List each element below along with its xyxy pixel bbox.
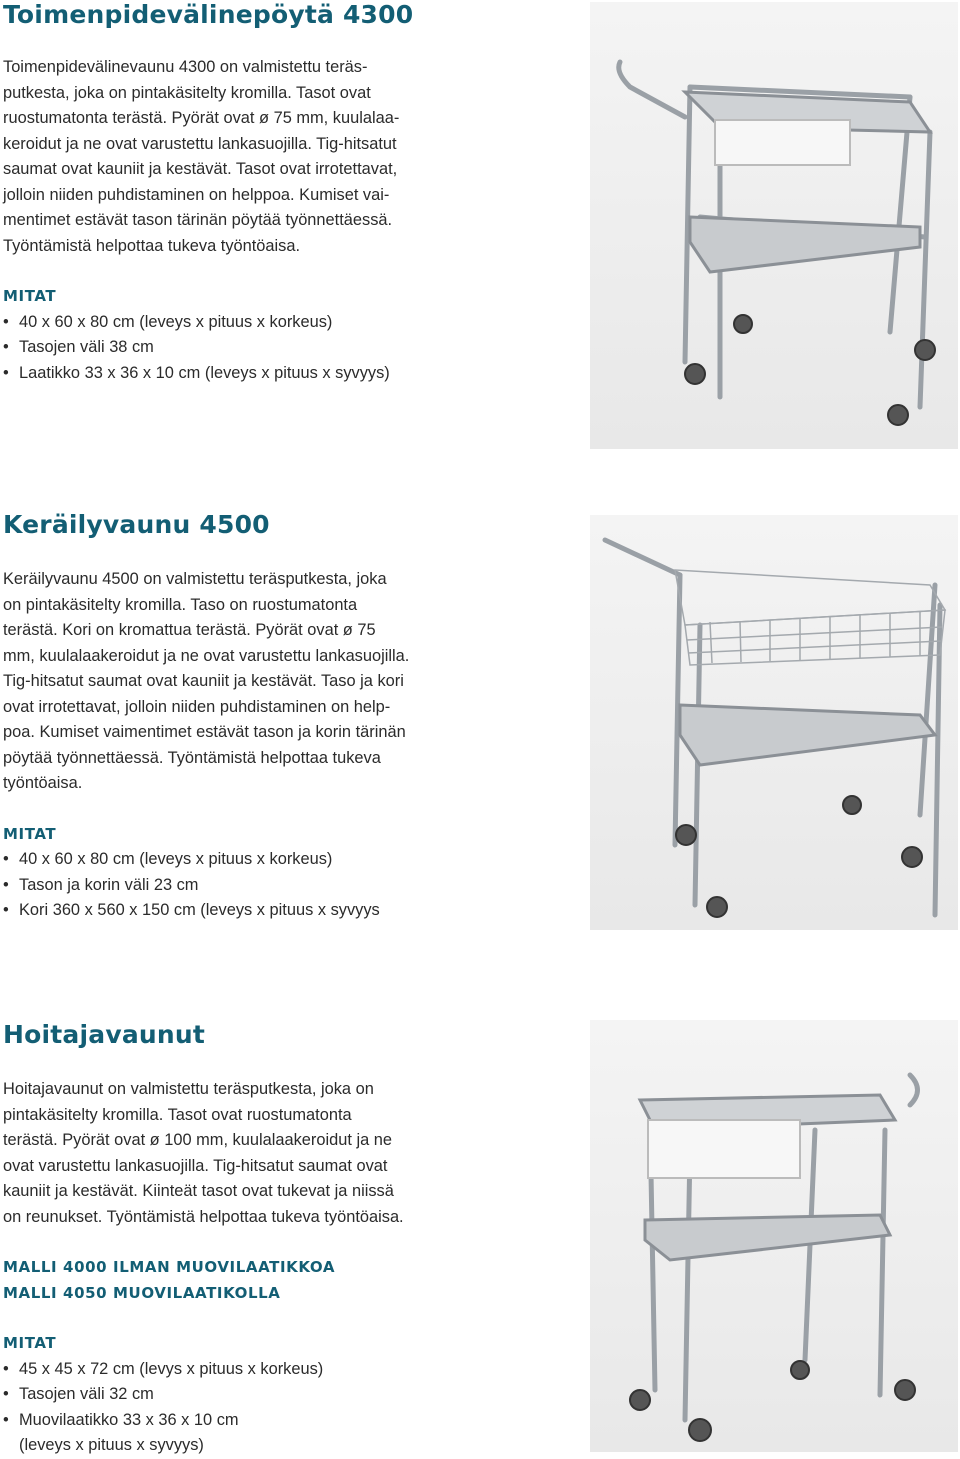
trolley-drawer-illustration: [590, 2, 958, 449]
nurse-trolley-illustration: [590, 1020, 958, 1452]
description-line: jolloin niiden puhdistaminen on helppoa. Kumiset vai-: [3, 185, 390, 204]
description-line: putkesta, joka on pintakäsitelty kromilla. Tasot ovat: [3, 83, 371, 102]
description-line: ovat irrotettavat, jolloin niiden puhdistaminen on help-: [3, 697, 391, 716]
description-line: saumat ovat kauniit ja kestävät. Tasot ovat irrotettavat,: [3, 160, 398, 178]
section-2-specs-label: MITAT: [3, 824, 57, 843]
section-2-text: [3, 510, 523, 924]
spec-item: • Tasojen väli 38 cm: [3, 335, 523, 361]
section-2-description: [3, 567, 523, 797]
description-line: ruostumatonta terästä. Pyörät ovat ø 75 mm, kuulalaa-: [3, 109, 400, 127]
spec-item: [3, 1408, 523, 1459]
basket-trolley-illustration: [590, 515, 958, 930]
spec-item: • Kori 360 x 560 x 150 cm (leveys x pituus x syvyys: [3, 898, 523, 924]
description-line: Keräilyvaunu 4500 on valmistettu teräsputkesta, joka: [3, 570, 387, 588]
spec-item: • 45 x 45 x 72 cm (levys x pituus x korkeus): [3, 1357, 523, 1383]
model-label: MALLI 4050 MUOVILAATIKOLLA: [3, 1283, 281, 1302]
description-line: Toimenpidevälinevaunu 4300 on valmistettu teräs-: [3, 58, 368, 76]
nurse-cart-photo: [590, 1020, 958, 1452]
procedure-table-photo: [590, 2, 958, 449]
spec-item: • 40 x 60 x 80 cm (leveys x pituus x korkeus): [3, 847, 523, 873]
description-line: Työntämistä helpottaa tukeva työntöaisa.: [3, 236, 301, 255]
description-line: pintakäsitelty kromilla. Tasot ovat ruostumatonta: [3, 1105, 352, 1124]
description-line: on reunukset. Työntämistä helpottaa tukeva työntöaisa.: [3, 1207, 404, 1226]
section-3-text: [3, 1020, 523, 1459]
description-line: pöytää työnnettäessä. Työntämistä helpottaa tukeva: [3, 748, 381, 767]
description-line: ovat varustettu lankasuojilla. Tig-hitsatut saumat ovat: [3, 1156, 388, 1175]
section-1-specs-list: [3, 310, 523, 387]
description-line: on pintakäsitelty kromilla. Taso on ruostumatonta: [3, 595, 358, 614]
spec-item: • Laatikko 33 x 36 x 10 cm (leveys x pituus x syvyys): [3, 361, 523, 387]
section-3-specs-label: MITAT: [3, 1334, 57, 1352]
section-1-specs-label: MITAT: [3, 287, 57, 305]
model-label: MALLI 4000 ILMAN MUOVILAATIKKOA: [3, 1258, 336, 1276]
description-line: työntöaisa.: [3, 774, 83, 792]
spec-item-text: Muovilaatikko 33 x 36 x 10 cm: [19, 1410, 239, 1429]
section-3-specs-list: [3, 1357, 523, 1459]
spec-item: • Tasojen väli 32 cm: [3, 1382, 523, 1408]
description-line: poa. Kumiset vaimentimet estävät tason ja korin tärinän: [3, 723, 406, 741]
section-3-description: [3, 1077, 523, 1230]
section-1-text: [3, 0, 523, 386]
collection-cart-photo: [590, 515, 958, 930]
description-line: Hoitajavaunut on valmistettu teräsputkesta, joka on: [3, 1080, 374, 1098]
description-line: mm, kuulalaakeroidut ja ne ovat varustettu lankasuojilla.: [3, 646, 410, 665]
section-3-models: [3, 1255, 523, 1306]
description-line: terästä. Pyörät ovat ø 100 mm, kuulalaakeroidut ja ne: [3, 1131, 393, 1149]
description-line: keroidut ja ne ovat varustettu lankasuojilla. Tig-hitsatut: [3, 134, 397, 153]
spec-item-continuation: (leveys x pituus x syvyys): [19, 1436, 204, 1454]
description-line: kauniit ja kestävät. Kiinteät tasot ovat tukevat ja niissä: [3, 1182, 394, 1200]
section-3-title: Hoitajavaunut: [3, 1020, 206, 1049]
section-2-title: Keräilyvaunu 4500: [3, 510, 270, 539]
spec-item: • Tason ja korin väli 23 cm: [3, 873, 523, 899]
description-line: mentimet estävät tason tärinän pöytää työnnettäessä.: [3, 211, 393, 229]
description-line: Tig-hitsatut saumat ovat kauniit ja kestävät. Taso ja kori: [3, 672, 404, 690]
section-2-specs-list: [3, 847, 523, 924]
section-1-description: [3, 55, 523, 259]
section-1-title: Toimenpidevälinepöytä 4300: [3, 0, 414, 29]
description-line: terästä. Kori on kromattua terästä. Pyörät ovat ø 75: [3, 621, 376, 639]
spec-item: • 40 x 60 x 80 cm (leveys x pituus x korkeus): [3, 310, 523, 336]
